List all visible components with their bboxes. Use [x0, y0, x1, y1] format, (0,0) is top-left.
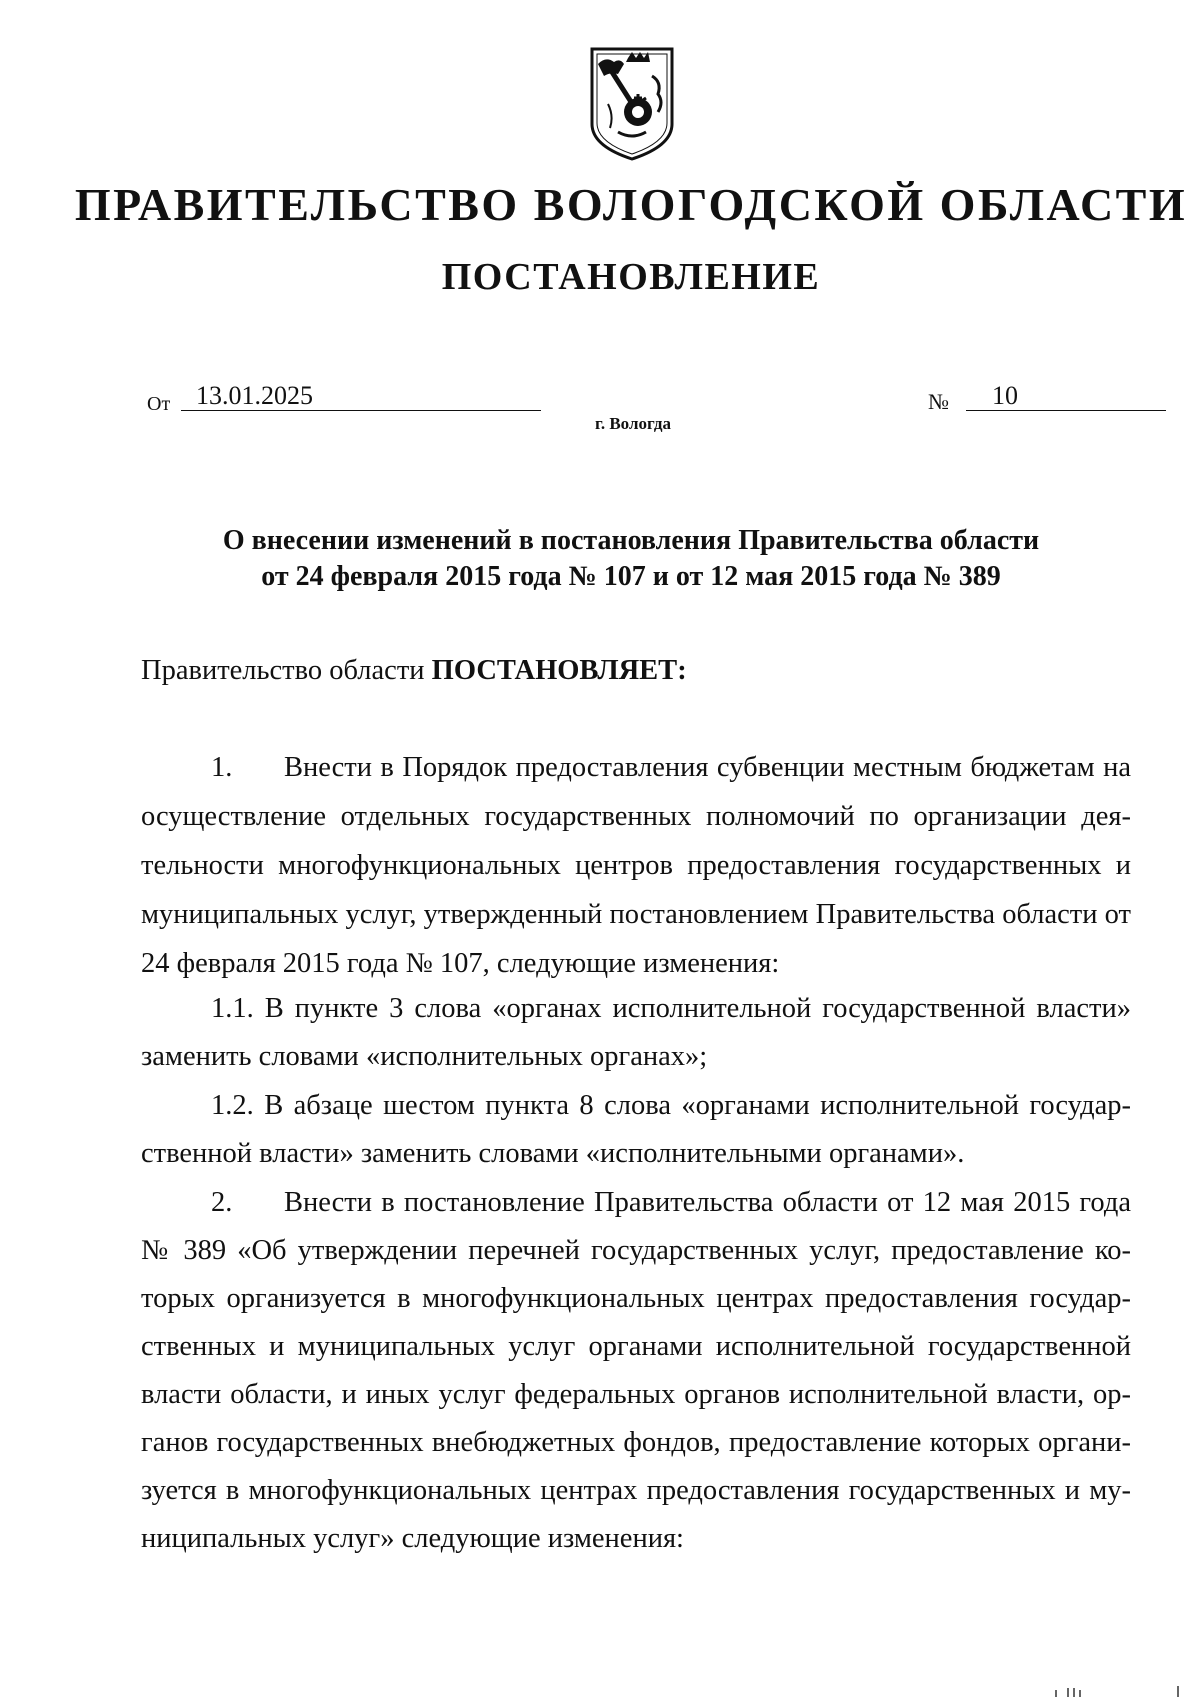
number-prefix-label: № [928, 389, 949, 414]
paragraph-line: зуется в многофункциональных центрах предоставления государственных и му- [141, 1475, 1131, 1506]
subject-line: от 24 февраля 2015 года № 107 и от 12 мая 2015 года № 389 [261, 561, 1001, 592]
resolves-statement [141, 655, 687, 687]
organization-title: ПРАВИТЕЛЬСТВО ВОЛОГОДСКОЙ ОБЛАСТИ [74, 179, 1188, 230]
paragraph-line: 24 февраля 2015 года № 107, следующие изменения: [141, 948, 780, 979]
paragraph-number: 2. [211, 1187, 233, 1218]
paragraph-line: ственной власти» заменить словами «исполнительными органами». [141, 1138, 965, 1169]
resolves-keyword: ПОСТАНОВЛЯЕТ: [431, 655, 687, 686]
paragraph-line: ниципальных услуг» следующие изменения: [141, 1523, 684, 1554]
paragraph-line: № 389 «Об утверждении перечней государственных услуг, предоставление ко- [141, 1235, 1131, 1266]
paragraph-line: тельности многофункциональных центров предоставления государственных и [141, 850, 1131, 881]
number-value: 10 [992, 381, 1018, 410]
document-subject [0, 523, 1200, 595]
paragraph-line: заменить словами «исполнительных органах»; [141, 1041, 708, 1072]
paragraph-line-text: Внести в Порядок предоставления субвенции местным бюджетам на [284, 752, 1131, 783]
scan-artifact-marks [1052, 1680, 1182, 1697]
subject-line: О внесении изменений в постановления Правительства области [222, 525, 1040, 556]
paragraph-line: 1.2. В абзаце шестом пункта 8 слова «органами исполнительной государ- [211, 1090, 1131, 1121]
date-prefix-label: От [147, 393, 171, 415]
paragraph-number: 1. [211, 752, 233, 783]
paragraph-line: власти области, и иных услуг федеральных органов исполнительной власти, ор- [141, 1379, 1131, 1410]
paragraph-line: ственных и муниципальных услуг органами исполнительной государственной [141, 1331, 1131, 1362]
paragraph-line: ганов государственных внебюджетных фондов, предоставление которых органи- [141, 1427, 1131, 1458]
vologda-coat-of-arms-icon [588, 46, 676, 162]
document-place: г. Вологда [595, 414, 671, 433]
paragraph-line-text: Внести в постановление Правительства области от 12 мая 2015 года [284, 1187, 1131, 1218]
date-underline [181, 381, 541, 411]
number-underline [966, 381, 1166, 411]
date-value: 13.01.2025 [196, 381, 313, 410]
paragraph-line [211, 1185, 1131, 1221]
resolves-prefix: Правительство области [141, 655, 425, 686]
paragraph-line: 1.1. В пункте 3 слова «органах исполнительной государственной власти» [211, 993, 1131, 1024]
document-type-heading: ПОСТАНОВЛЕНИЕ [441, 256, 821, 298]
paragraph-line: муниципальных услуг, утвержденный постановлением Правительства области от [141, 899, 1131, 930]
paragraph-line: торых организуется в многофункциональных центрах предоставления государ- [141, 1283, 1131, 1314]
paragraph-line [211, 750, 1131, 786]
paragraph-line: осуществление отдельных государственных полномочий по организации дея- [141, 801, 1131, 832]
